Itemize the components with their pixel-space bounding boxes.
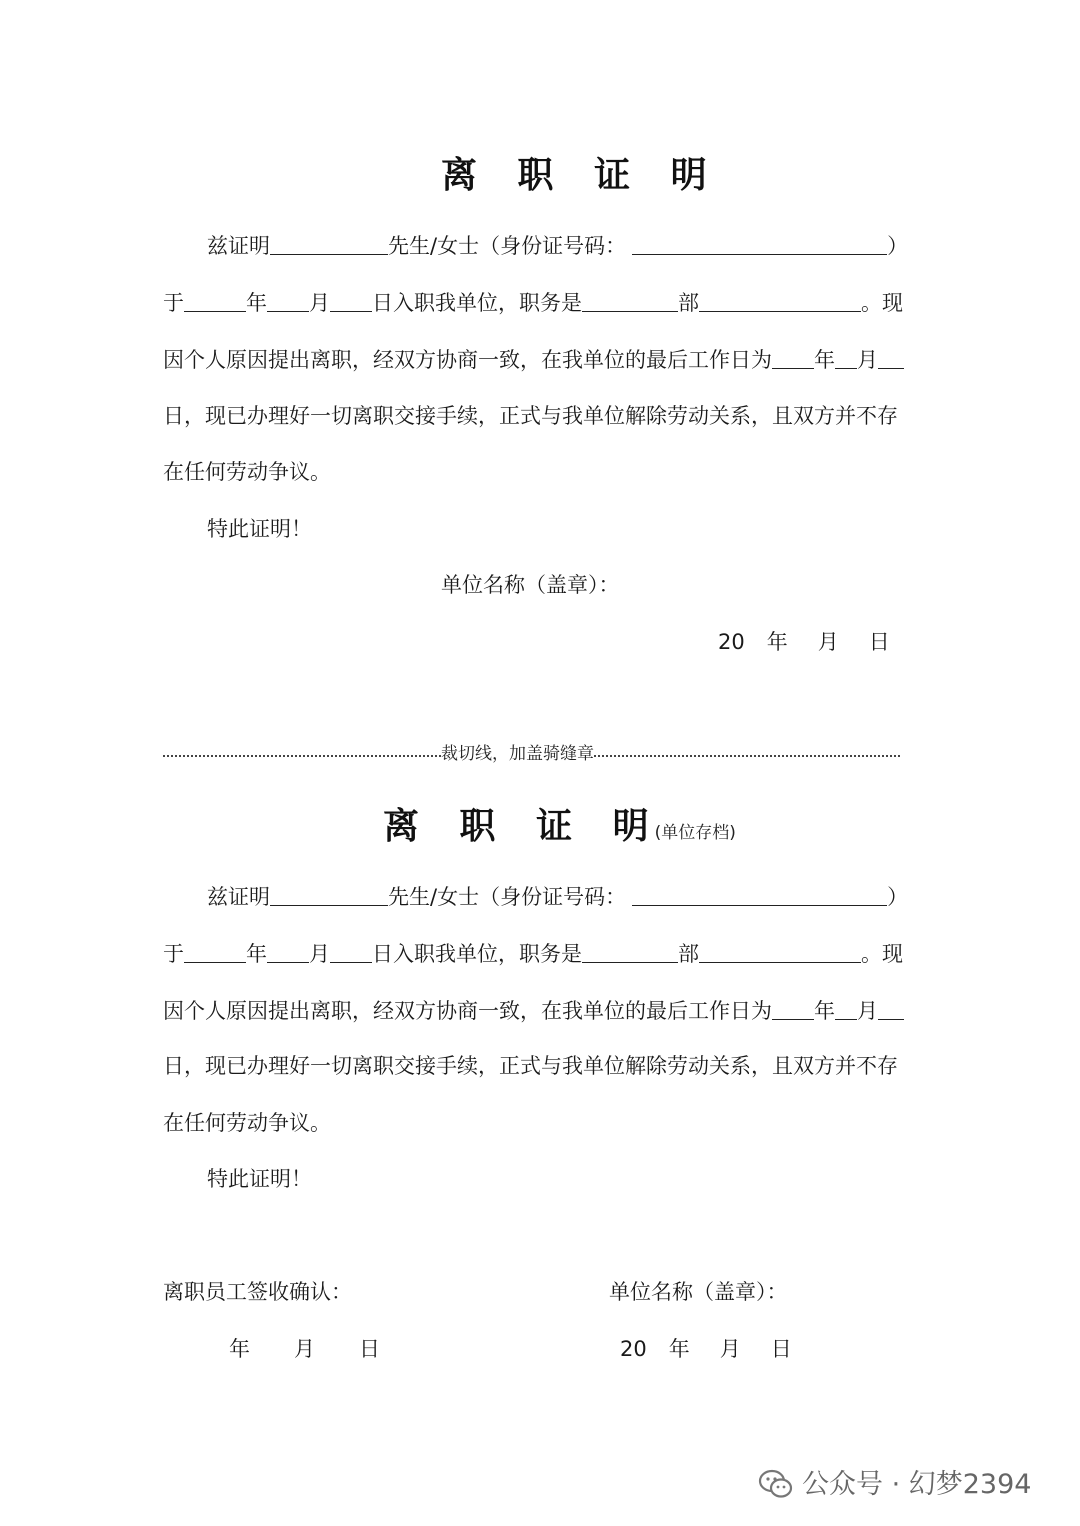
wechat-icon bbox=[758, 1469, 794, 1504]
cut-line bbox=[163, 746, 900, 763]
department-blank[interactable] bbox=[582, 292, 678, 312]
last-day-blank[interactable] bbox=[878, 1000, 904, 1020]
date-year: 年 bbox=[229, 1337, 250, 1361]
close-paren: ） bbox=[887, 885, 909, 909]
name-blank[interactable] bbox=[270, 886, 388, 906]
text-dept: 部 bbox=[678, 291, 699, 315]
text-year: 年 bbox=[246, 942, 267, 966]
text-reason: 因个人原因提出离职，经双方协商一致，在我单位的最后工作日为 bbox=[163, 348, 772, 372]
dotted-line-right bbox=[594, 747, 900, 757]
date-month: 月 bbox=[719, 1337, 741, 1361]
text-month: 月 bbox=[309, 942, 330, 966]
close-paren: ） bbox=[887, 234, 909, 258]
gender-id-label: 先生/女士（身份证号码： bbox=[388, 885, 627, 909]
cert-line-1 bbox=[207, 235, 908, 257]
watermark bbox=[758, 1469, 1031, 1504]
cert-prefix: 兹证明 bbox=[207, 234, 270, 258]
cut-line-label: 裁切线，加盖骑缝章 bbox=[441, 744, 594, 764]
cert2-line-2 bbox=[163, 943, 903, 965]
cert-line-5: 在任何劳动争议。 bbox=[163, 460, 331, 484]
text-entry: 日入职我单位，职务是 bbox=[372, 291, 582, 315]
cert2-line-3 bbox=[163, 1000, 904, 1022]
archive-title bbox=[383, 806, 736, 847]
org-seal-label-2: 单位名称（盖章）： bbox=[609, 1280, 788, 1304]
last-day-blank[interactable] bbox=[878, 349, 904, 369]
id-number-blank[interactable] bbox=[632, 886, 887, 906]
cert-prefix: 兹证明 bbox=[207, 885, 270, 909]
date-year: 年 bbox=[766, 630, 788, 654]
text-year: 年 bbox=[814, 348, 835, 372]
cert2-line-1 bbox=[207, 886, 908, 908]
text-yu: 于 bbox=[163, 942, 184, 966]
org-sign-date bbox=[620, 1339, 792, 1360]
entry-day-blank[interactable] bbox=[330, 943, 372, 963]
text-xian: 。现 bbox=[861, 291, 903, 315]
date-day: 日 bbox=[359, 1337, 380, 1361]
department-blank[interactable] bbox=[582, 943, 678, 963]
archive-subtitle: (单位存档) bbox=[654, 823, 736, 843]
org-seal-label: 单位名称（盖章）： bbox=[441, 573, 620, 597]
closing-text: 特此证明！ bbox=[207, 517, 312, 541]
text-year: 年 bbox=[814, 999, 835, 1023]
last-year-blank[interactable] bbox=[772, 1000, 814, 1020]
entry-year-blank[interactable] bbox=[184, 292, 246, 312]
archive-title-text: 离 职 证 明 bbox=[383, 806, 663, 847]
date-day: 日 bbox=[770, 1337, 792, 1361]
position-blank[interactable] bbox=[699, 292, 861, 312]
employee-sign-label: 离职员工签收确认： bbox=[163, 1280, 352, 1304]
text-yu: 于 bbox=[163, 291, 184, 315]
text-entry: 日入职我单位，职务是 bbox=[372, 942, 582, 966]
date-month: 月 bbox=[294, 1337, 315, 1361]
text-reason: 因个人原因提出离职，经双方协商一致，在我单位的最后工作日为 bbox=[163, 999, 772, 1023]
watermark-text: 公众号 · 幻梦2394 bbox=[802, 1469, 1032, 1500]
date-century: 20 bbox=[718, 630, 745, 654]
id-number-blank[interactable] bbox=[632, 235, 887, 255]
closing-text-2: 特此证明！ bbox=[207, 1167, 312, 1191]
date-year: 年 bbox=[668, 1337, 690, 1361]
cert-line-2 bbox=[163, 292, 903, 314]
entry-month-blank[interactable] bbox=[267, 943, 309, 963]
text-month: 月 bbox=[857, 999, 878, 1023]
gender-id-label: 先生/女士（身份证号码： bbox=[388, 234, 627, 258]
position-blank[interactable] bbox=[699, 943, 861, 963]
issue-date bbox=[718, 632, 890, 653]
name-blank[interactable] bbox=[270, 235, 388, 255]
last-year-blank[interactable] bbox=[772, 349, 814, 369]
last-month-blank[interactable] bbox=[835, 349, 857, 369]
entry-month-blank[interactable] bbox=[267, 292, 309, 312]
date-day: 日 bbox=[868, 630, 890, 654]
cert-line-3 bbox=[163, 349, 904, 371]
entry-day-blank[interactable] bbox=[330, 292, 372, 312]
text-xian: 。现 bbox=[861, 942, 903, 966]
date-century: 20 bbox=[620, 1337, 647, 1361]
page-title: 离 职 证 明 bbox=[441, 155, 721, 196]
dotted-line-left bbox=[163, 747, 441, 757]
text-year: 年 bbox=[246, 291, 267, 315]
text-dept: 部 bbox=[678, 942, 699, 966]
cert-line-4: 日，现已办理好一切离职交接手续，正式与我单位解除劳动关系，且双方并不存 bbox=[163, 404, 898, 428]
cert2-line-4: 日，现已办理好一切离职交接手续，正式与我单位解除劳动关系，且双方并不存 bbox=[163, 1054, 898, 1078]
date-month: 月 bbox=[817, 630, 839, 654]
text-month: 月 bbox=[857, 348, 878, 372]
entry-year-blank[interactable] bbox=[184, 943, 246, 963]
text-month: 月 bbox=[309, 291, 330, 315]
last-month-blank[interactable] bbox=[835, 1000, 857, 1020]
employee-sign-date bbox=[229, 1339, 380, 1360]
cert2-line-5: 在任何劳动争议。 bbox=[163, 1111, 331, 1135]
